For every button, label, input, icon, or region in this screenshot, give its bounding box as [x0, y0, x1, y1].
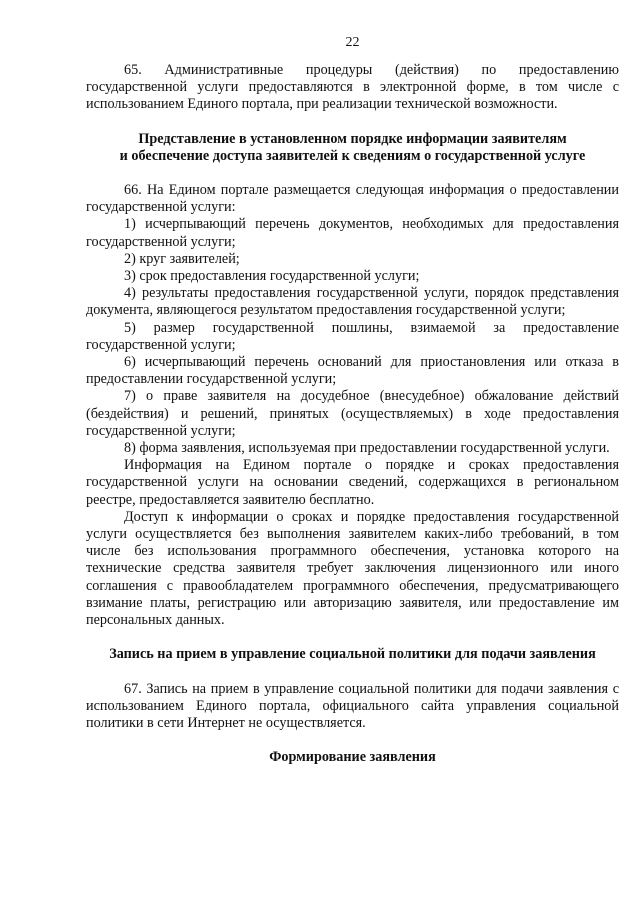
list-item: 4) результаты предоставления государственной услуги, порядок представления документа, являющегося результатом предоставления государственной услуги;	[86, 285, 619, 319]
document-page	[86, 34, 619, 766]
paragraph-65: 65. Административные процедуры (действия) по предоставлению государственной услуги предоставляются в электронной форме, в том числе с использованием Единого портала, при реализации технической возможности.	[86, 62, 619, 113]
paragraph-67: 67. Запись на прием в управление социальной политики для подачи заявления с использованием Единого портала, официального сайта управления социальной политики в сети Интернет не осуществляется.	[86, 680, 619, 731]
section-heading-application: Формирование заявления	[269, 749, 436, 766]
list-item: 7) о праве заявителя на досудебное (внесудебное) обжалование действий (бездействия) и решений, принятых (осуществляемых) в ходе предоставления государственной услуги;	[86, 388, 619, 439]
paragraph-access: Доступ к информации о сроках и порядке предоставления государственной услуги осуществляется без выполнения заявителем каких-либо требований, в том числе без использования программного обеспечения, установка которого на технические средства заявителя требует заключения лицензионного или иного соглашения с правообладателем программного обеспечения, предусматривающего взимание платы, регистрацию или авторизацию заявителя, или предоставление им персональных данных.	[86, 508, 619, 629]
paragraph-66: 66. На Едином портале размещается следующая информация о предоставлении государственной услуги:	[86, 182, 619, 216]
list-item: 6) исчерпывающий перечень оснований для приостановления или отказа в предоставлении государственной услуги;	[86, 354, 619, 388]
page-number: 22	[345, 35, 360, 50]
section-heading-information-line1: Представление в установленном порядке информации заявителям	[138, 130, 567, 147]
list-item: 2) круг заявителей;	[124, 250, 240, 267]
list-item: 3) срок предоставления государственной услуги;	[124, 268, 420, 285]
paragraph-info-free: Информация на Едином портале о порядке и сроках предоставления государственной услуги на основании сведений, содержащихся в региональном реестре, предоставляется заявителю бесплатно.	[86, 457, 619, 508]
section-heading-information-line2: и обеспечение доступа заявителей к сведениям о государственной услуге	[119, 147, 586, 164]
list-item: 1) исчерпывающий перечень документов, необходимых для предоставления государственной услуги;	[86, 216, 619, 250]
section-heading-appointment: Запись на прием в управление социальной политики для подачи заявления	[109, 646, 596, 663]
list-item: 8) форма заявления, используемая при предоставлении государственной услуги.	[124, 440, 610, 457]
list-item: 5) размер государственной пошлины, взимаемой за предоставление государственной услуги;	[86, 319, 619, 353]
